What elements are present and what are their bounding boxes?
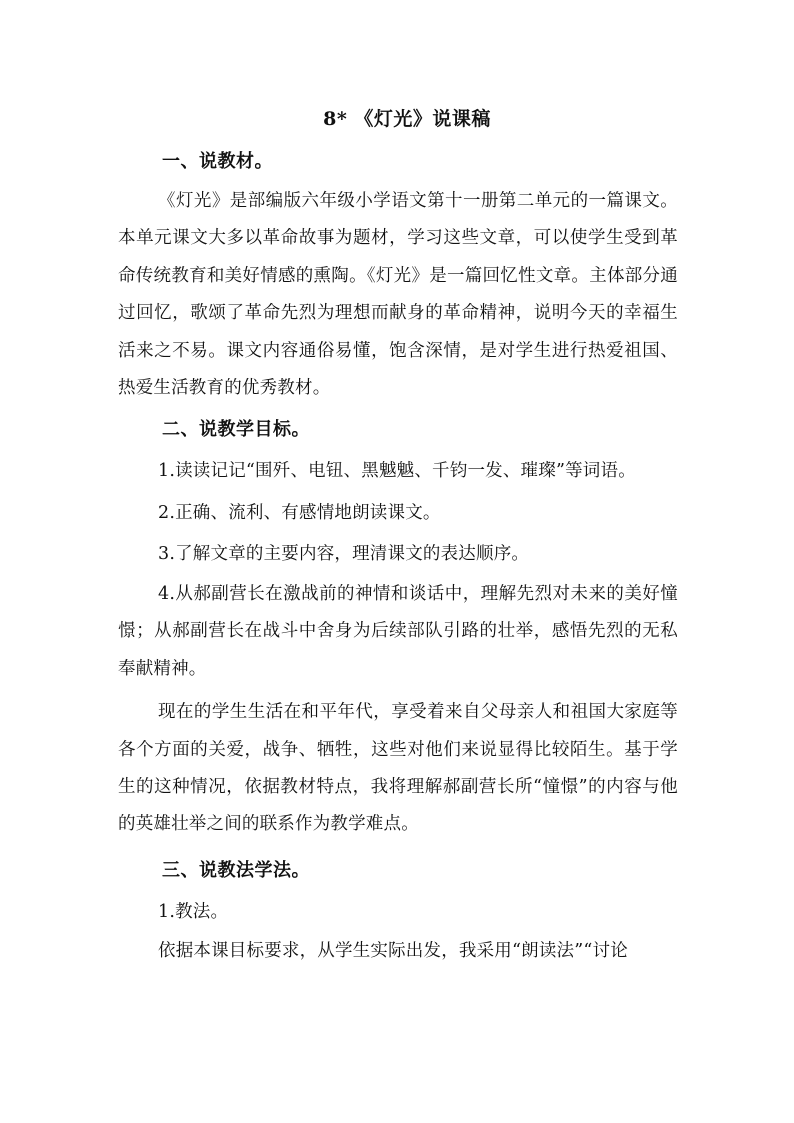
document-title: 8* 《灯光》说课稿 <box>323 108 491 130</box>
section-heading: 一、说教材。 <box>162 151 273 172</box>
goal-item: 2.正确、流利、有感情地朗读课文。 <box>158 502 441 523</box>
document-body <box>118 103 678 971</box>
section-heading: 三、说教法学法。 <box>162 859 310 881</box>
goal-item: 4.从郝副营长在激战前的神情和谈话中，理解先烈对未来的美好憧憬；从郝副营长在战斗中舍身为后续部队引路的壮举，感悟先烈的无私奉献精神。 <box>118 583 678 679</box>
section-paragraph: 现在的学生生活在和平年代，享受着来自父母亲人和祖国大家庭等各个方面的关爱，战争、牺牲，这些对他们来说显得比较陌生。基于学生的这种情况，依据教材特点，我将理解郝副营长所“憧憬”的内容与他的英雄壮举之间的联系作为教学难点。 <box>118 702 678 835</box>
section-textbook <box>118 141 678 407</box>
section-heading: 二、说教学目标。 <box>162 419 310 441</box>
method-item: 1.教法。 <box>158 901 229 922</box>
section-teaching-goals <box>118 409 678 843</box>
goal-item: 1.读读记记“围歼、电钮、黑魆魆、千钧一发、璀璨”等词语。 <box>158 461 636 482</box>
goal-item: 3.了解文章的主要内容，理清课文的表达顺序。 <box>158 544 530 565</box>
section-teaching-methods <box>118 850 678 971</box>
section-paragraph: 依据本课目标要求，从学生实际出发，我采用“朗读法”“讨论 <box>158 941 628 962</box>
section-paragraph: 《灯光》是部编版六年级小学语文第十一册第二单元的一篇课文。本单元课文大多以革命故事为题材，学习这些文章，可以使学生受到革命传统教育和美好情感的熏陶。《灯光》是一篇回忆性文章。主体部分通过回忆，歌颂了革命先烈为理想而献身的革命精神，说明今天的幸福生活来之不易。课文内容通俗易懂，饱含深情，是对学生进行热爱祖国、热爱生活教育的优秀教材。 <box>118 191 678 399</box>
